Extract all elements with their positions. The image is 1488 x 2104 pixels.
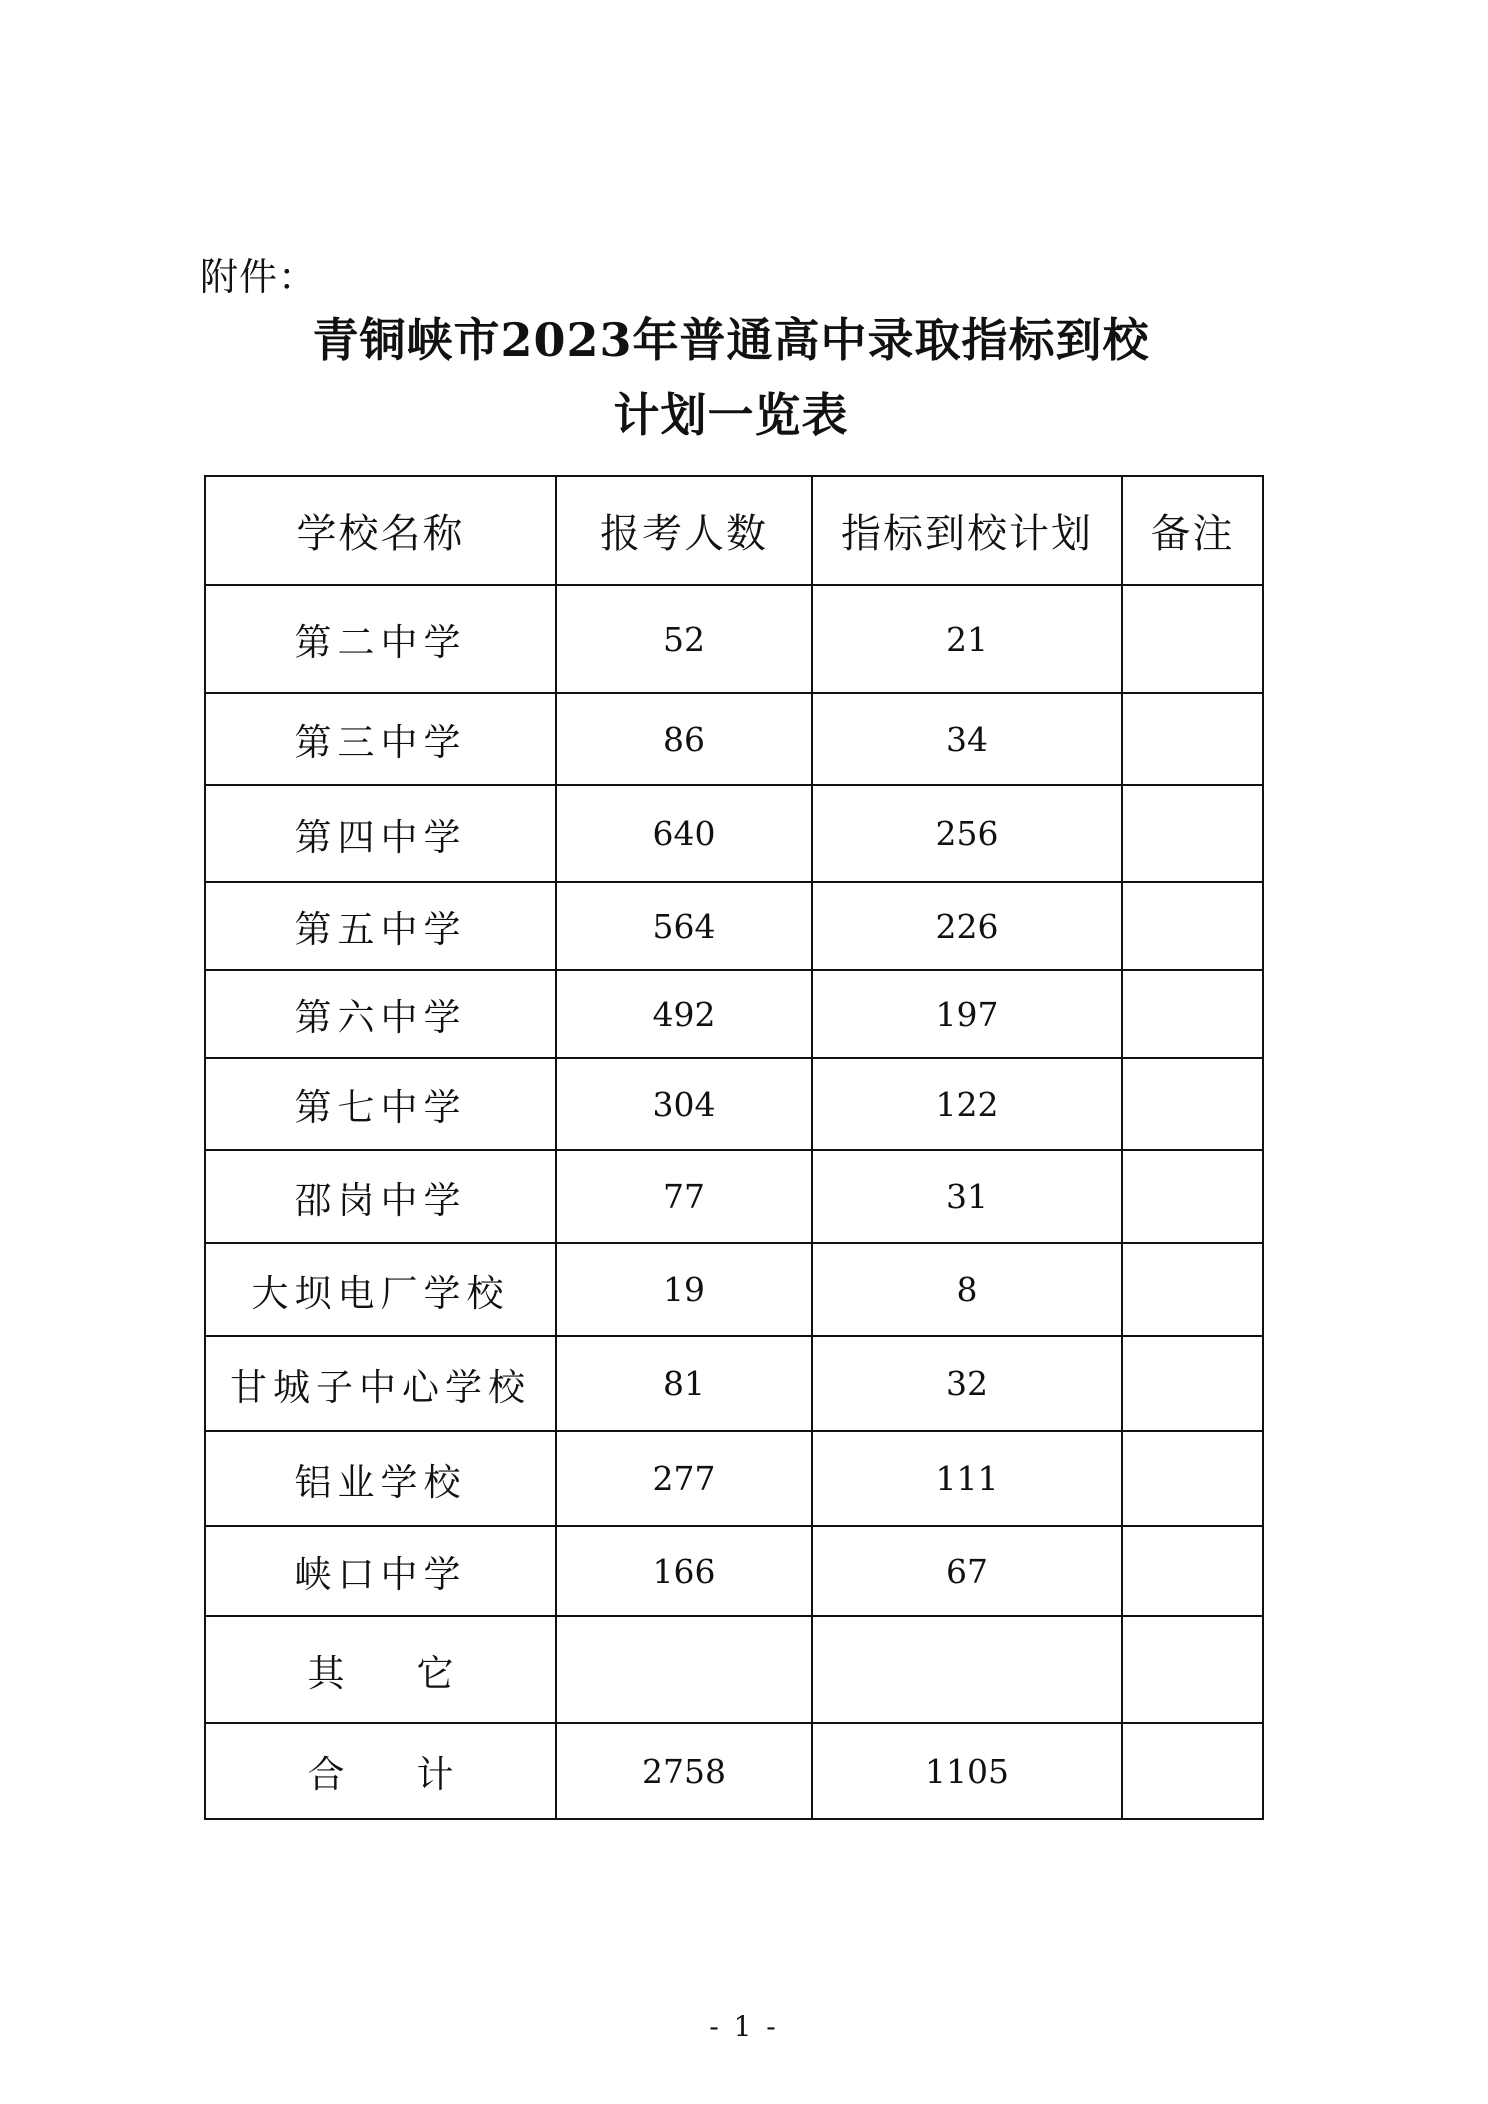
table-row	[205, 882, 1263, 970]
applicants-cell: 564	[556, 882, 812, 970]
school-name-cell: 第二中学	[205, 585, 556, 693]
school-name-cell: 第三中学	[205, 693, 556, 785]
applicants-cell	[556, 1616, 812, 1723]
total-label-part-1: 合	[307, 1753, 345, 1796]
remark-cell	[1122, 1243, 1263, 1336]
school-name-cell: 第七中学	[205, 1058, 556, 1150]
remark-cell	[1122, 970, 1263, 1058]
remark-cell	[1122, 785, 1263, 882]
header-applicants: 报考人数	[556, 476, 812, 585]
quota-cell: 67	[812, 1526, 1122, 1616]
school-name-cell: 第四中学	[205, 785, 556, 882]
header-school-name: 学校名称	[205, 476, 556, 585]
school-name-cell: 第五中学	[205, 882, 556, 970]
applicants-cell: 77	[556, 1150, 812, 1243]
school-name-cell: 大坝电厂学校	[205, 1243, 556, 1336]
table-row	[205, 693, 1263, 785]
applicants-cell: 166	[556, 1526, 812, 1616]
school-name-cell: 铝业学校	[205, 1431, 556, 1526]
table-row	[205, 1526, 1263, 1616]
quota-cell: 21	[812, 585, 1122, 693]
other-label-part-1: 其	[307, 1651, 345, 1695]
school-name-cell: 第六中学	[205, 970, 556, 1058]
remark-cell	[1122, 1526, 1263, 1616]
quota-cell: 31	[812, 1150, 1122, 1243]
quota-cell: 226	[812, 882, 1122, 970]
remark-cell	[1122, 585, 1263, 693]
other-label-cell	[205, 1616, 556, 1723]
remark-cell	[1122, 882, 1263, 970]
remark-cell	[1122, 1058, 1263, 1150]
header-quota-plan: 指标到校计划	[812, 476, 1122, 585]
document-title-line2: 计划一览表	[613, 388, 849, 442]
quota-cell: 122	[812, 1058, 1122, 1150]
table-row-total	[205, 1723, 1263, 1819]
quota-plan-table	[204, 475, 1264, 1820]
attachment-label: 附件：	[200, 255, 318, 299]
school-name-cell: 甘城子中心学校	[205, 1336, 556, 1431]
table-row	[205, 1243, 1263, 1336]
school-name-cell: 峡口中学	[205, 1526, 556, 1616]
table-header-row	[205, 476, 1263, 585]
remark-cell	[1122, 1336, 1263, 1431]
header-remarks: 备注	[1122, 476, 1263, 585]
document-title-line1: 青铜峡市2023年普通高中录取指标到校	[312, 313, 1150, 367]
total-label-part-2: 计	[416, 1753, 454, 1796]
applicants-cell: 52	[556, 585, 812, 693]
quota-cell: 34	[812, 693, 1122, 785]
table-row	[205, 1058, 1263, 1150]
quota-cell: 111	[812, 1431, 1122, 1526]
remark-cell	[1122, 1431, 1263, 1526]
table-row	[205, 970, 1263, 1058]
remark-cell	[1122, 1150, 1263, 1243]
table-row-other	[205, 1616, 1263, 1723]
remark-cell	[1122, 693, 1263, 785]
table-row	[205, 785, 1263, 882]
quota-cell: 256	[812, 785, 1122, 882]
quota-cell: 32	[812, 1336, 1122, 1431]
applicants-cell: 304	[556, 1058, 812, 1150]
applicants-cell: 19	[556, 1243, 812, 1336]
table-row	[205, 1336, 1263, 1431]
quota-cell	[812, 1616, 1122, 1723]
total-label-cell	[205, 1723, 556, 1819]
school-name-cell: 邵岗中学	[205, 1150, 556, 1243]
applicants-cell: 640	[556, 785, 812, 882]
other-label-part-2: 它	[416, 1651, 454, 1695]
table-row	[205, 1150, 1263, 1243]
applicants-cell: 86	[556, 693, 812, 785]
page-number: - 1 -	[709, 2010, 779, 2043]
table-row	[205, 585, 1263, 693]
total-quota-cell: 1105	[812, 1723, 1122, 1819]
remark-cell	[1122, 1723, 1263, 1819]
quota-cell: 8	[812, 1243, 1122, 1336]
total-applicants-cell: 2758	[556, 1723, 812, 1819]
applicants-cell: 492	[556, 970, 812, 1058]
remark-cell	[1122, 1616, 1263, 1723]
table-row	[205, 1431, 1263, 1526]
applicants-cell: 81	[556, 1336, 812, 1431]
quota-cell: 197	[812, 970, 1122, 1058]
applicants-cell: 277	[556, 1431, 812, 1526]
